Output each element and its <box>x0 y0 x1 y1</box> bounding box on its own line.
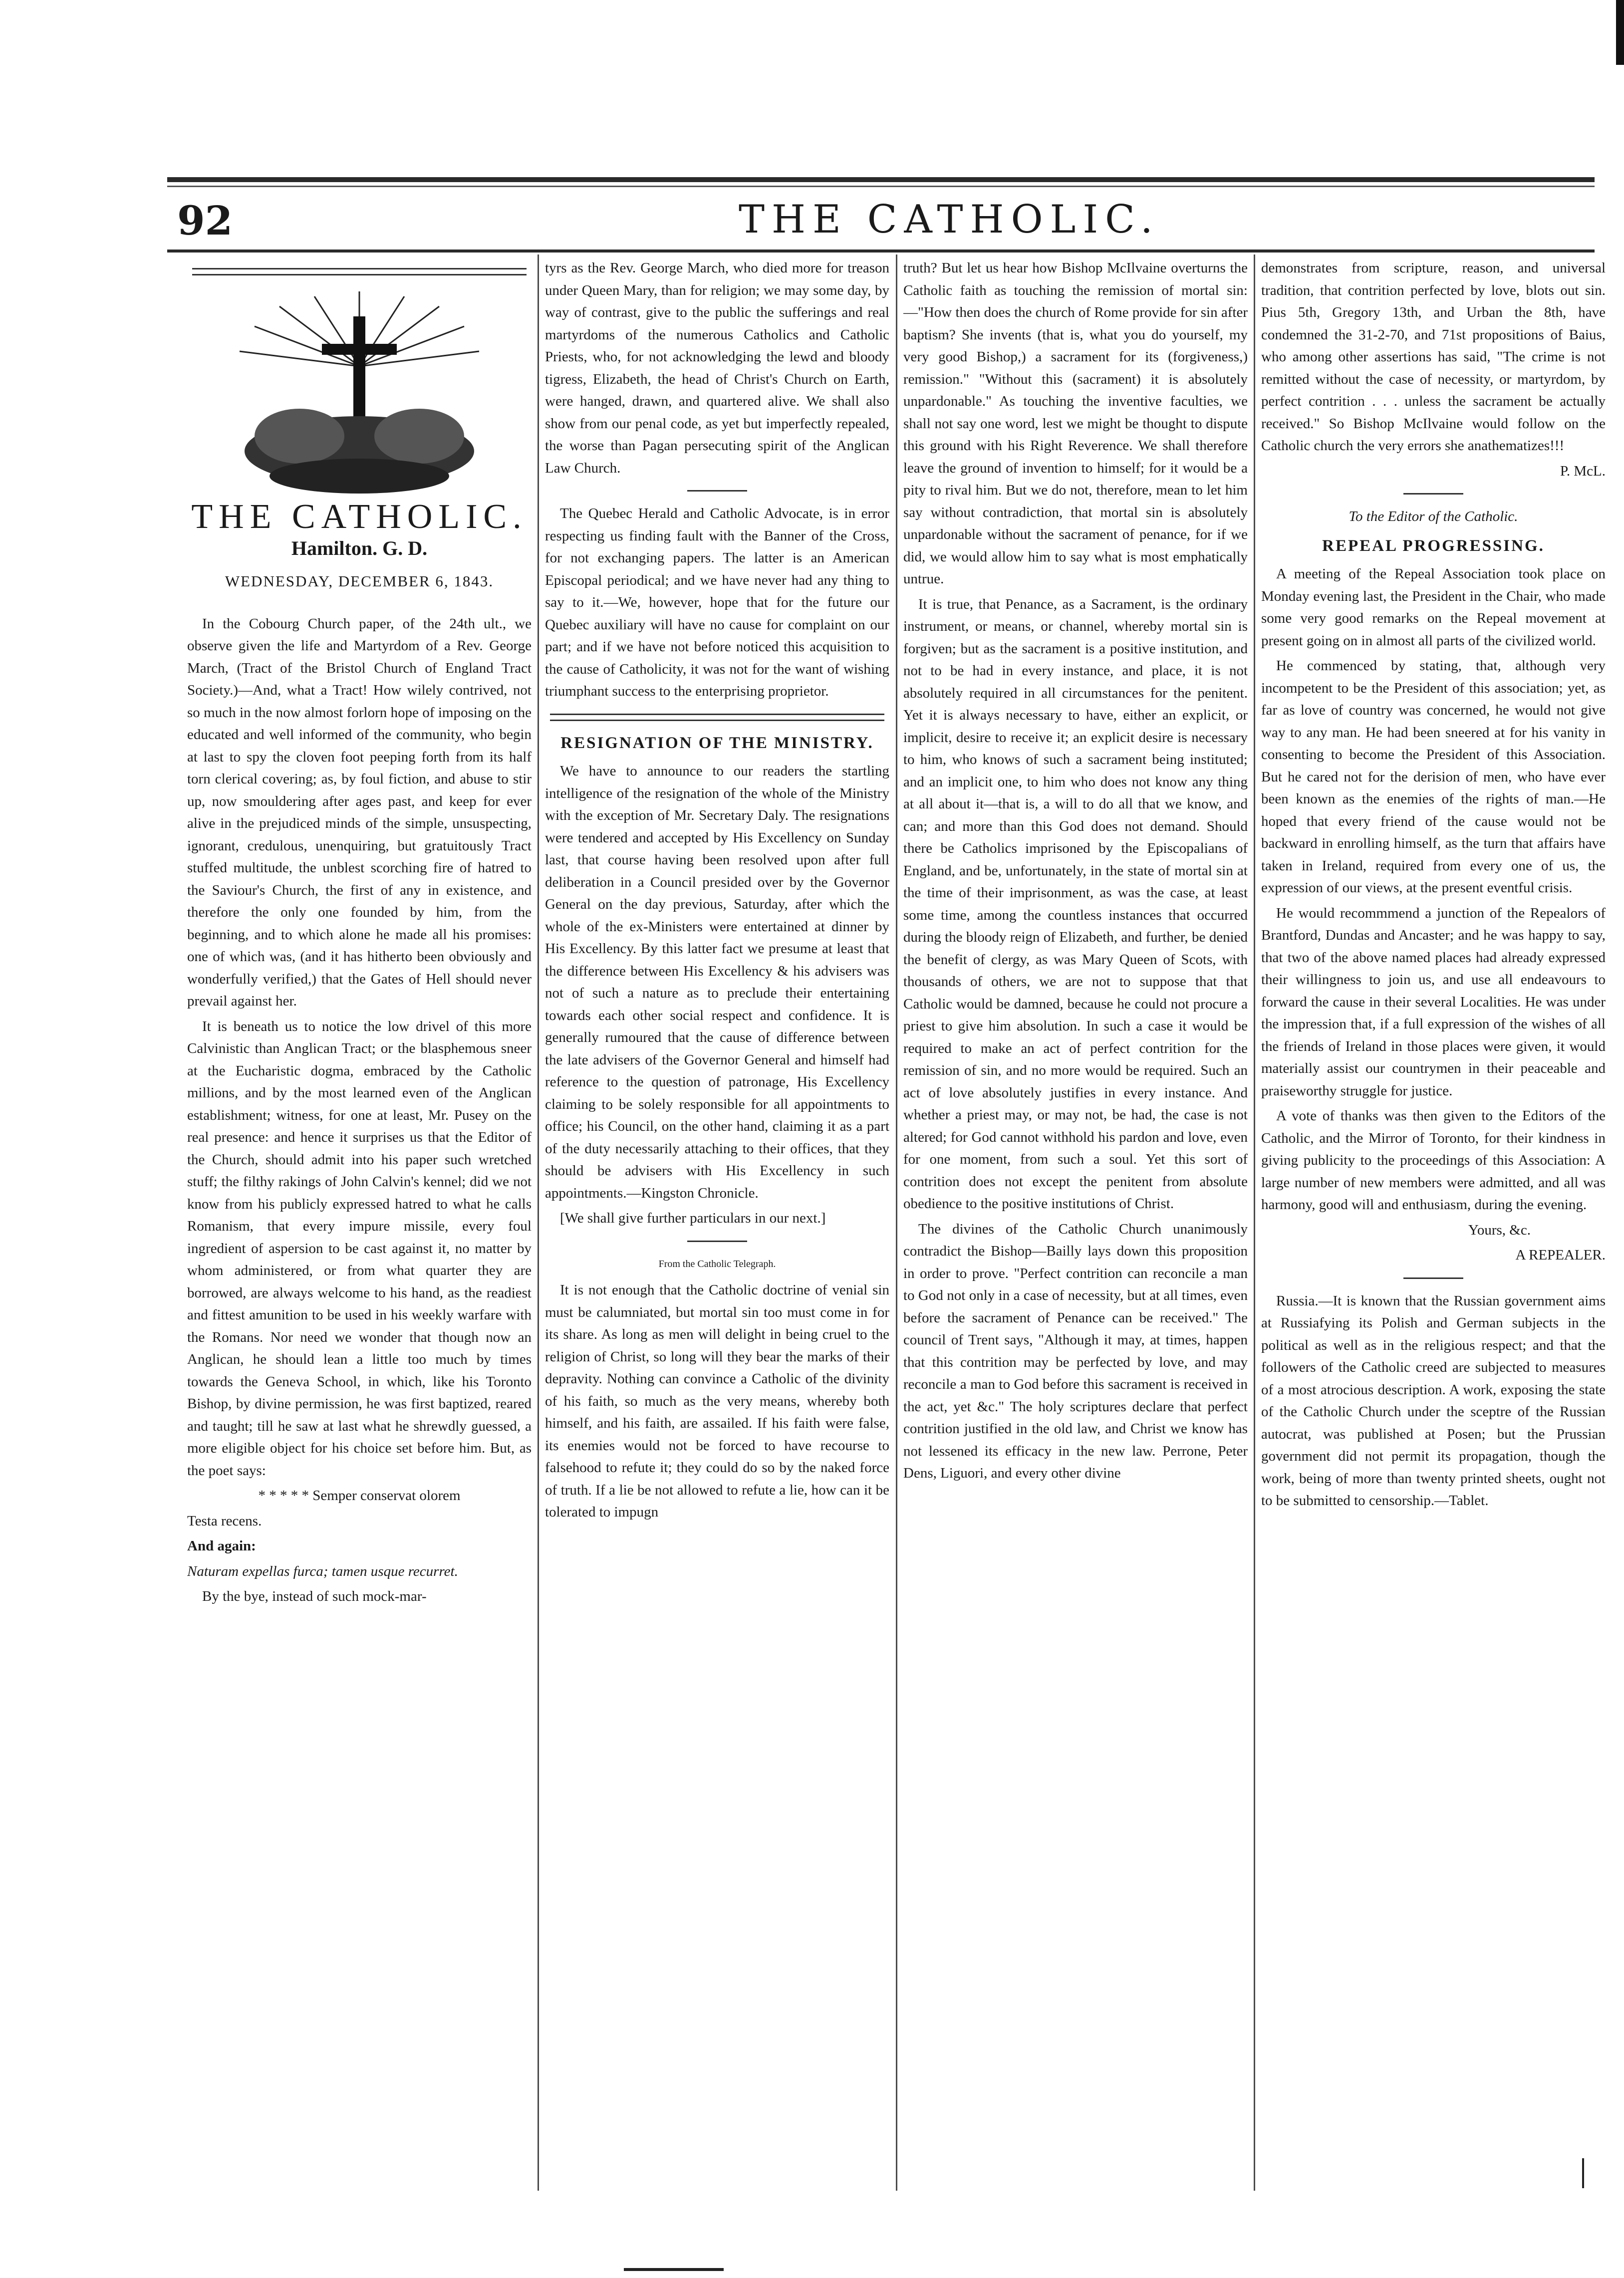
quotation-intro: And again: <box>187 1538 256 1554</box>
article-heading: REPEAL PROGRESSING. <box>1322 536 1545 555</box>
masthead: THE CATHOLIC. <box>739 197 1160 242</box>
letter-closing: Yours, &c. <box>1468 1222 1531 1238</box>
section-rule <box>687 1241 747 1242</box>
header-rule <box>167 250 1595 253</box>
article-paragraph: The divines of the Catholic Church unanimously contradict the Bishop—Bailly lays down this proposition in order to prove. "Perfect contrition can reconcile a man to God not only in a case of necessity, but at all times, even before the sacrament of Penance can be received." The council of Trent says, "Although it may, at times, happen that this contrition may be perfected by love, and may reconcile a man to God before this sacrament is received in the act, yet &c." The holy scriptures declare that perfect contrition justified in the old law, and Christ we know has not lessened its efficacy in the new law. Perrone, Peter Dens, Liguori, and every other divine <box>903 1221 1248 1481</box>
article-paragraph: It is beneath us to notice the low drivel of this more Calvinistic than Anglican Tract; or the blasphemous sneer at the Eucharistic dogma, embraced by the Catholic millions, and by the most learned even of the Anglican establishment; witness, for one at least, Mr. Pusey on the real presence: and hence it surprises us that the Editor of the Church, should admit into his paper such wretched stuff; the filthy rakings of John Calvin's kennel; did we not know from his publicly expressed hatred to what he calls Romanism, that every impure missile, every foul ingredient of aspersion to be cast against it, no matter by whom administered, or from what quarter they are borrowed, are always welcome to his hand, as the readiest and fittest amunition to be used in his weekly warfare with the Romans. Nor need we wonder that though now an Anglican, he should lean a little too much by times towards the Geneva School, in which, like his Toronto Bishop, by divine permission, he was first baptized, reared and taught; till he saw at last what he shrewdly guessed, a more eligible object for his choice set before him. But, as the poet says: <box>187 1018 532 1479</box>
top-rule-thin <box>167 186 1595 187</box>
column-4 <box>1261 257 1606 2188</box>
article-paragraph: He would recommmend a junction of the Repealors of Brantford, Dundas and Ancaster; and he was happy to say, that two of the above named places had already expressed their willingness to join us, and use all endeavours to forward the cause in their several Localities. He was under the impression that, if a full expression of the wishes of all the friends of Ireland in those places were given, it would materially assist our countrymen in their peaceable and praiseworthy struggle for justice. <box>1261 905 1606 1099</box>
column-divider <box>896 254 897 2191</box>
article-paragraph: It is true, that Penance, as a Sacrament, is the ordinary instrument, or means, or channel, whereby mortal sin is forgiven; but as the sacrament is a positive institution, and not to be had in every instance, and place, it is not absolutely required in all circumstances for the penitent. Yet it is always necessary to have, either an explicit, or implicit, desire to receive it; an explicit desire is necessary to him, who knows of such a sacrament being instituted; and an implicit one, to him who does not know any thing at all about it—that is, a will to do all that we know, and can; and more than this God does not demand. Should there be Catholics imprisoned by the Episcopalians of England, and be, unfortunately, in the state of mortal sin at the time of their imprisonment, as was the case, at least some time, among the countless instances that occurred during the bloody reign of Elizabeth, and further, be denied the benefit of clergy, as was Mary Queen of Scots, with thousands of others, we are not to suppose that that Catholic would be damned, because he could not procure a priest to give him absolution. In such a case it would be required to make an act of perfect contrition for the remission of sin, and no more would be required. Such an act of love absolutely justifies in every instance. And whether a priest may, or may not, be had, the case is not altered; for God cannot withhold his pardon and love, even for one moment, from such a soul. Yet this sort of contrition does not except the penitent from absolute obedience to the positive institutions of Christ. <box>903 596 1248 1212</box>
signature: P. McL. <box>1560 463 1606 479</box>
section-rule <box>1403 1277 1463 1279</box>
column-divider <box>538 254 539 2191</box>
paper-title: THE CATHOLIC. <box>191 498 528 536</box>
margin-mark <box>1582 2158 1584 2188</box>
article-paragraph: He commenced by stating, that, although very incompetent to be the President of this association; yet, as far as love of country was concerned, he would not give way to any man. He had been sneered at for his vanity in consenting to become the President of this Association. But he cared not for the derision of men, who have ever been known as the enemies of the rights of man.—He hoped that every friend of the cause would not be backward in enrolling himself, as the turn that affairs have taken in Ireland, required from every one of us, the expression of our views, at the present eventful crisis. <box>1261 658 1606 896</box>
quotation-line: * * * * * Semper conservat olorem <box>258 1488 461 1504</box>
article-paragraph: In the Cobourg Church paper, of the 24th ult., we observe given the life and Martyrdom of a Rev. George March, (Tract of the Bristol Church of England Tract Society.)—And, what a Tract! How wilely contrived, not so much in the now almost forlorn hope of imposing on the educated and well informed of the community, who begin at last to spy the cloven foot peeping forth from its half torn clerical covering; as, by foul fiction, and abuse to stir up, now smouldering after ages past, and keep for ever alive in the prejudiced minds of the simple, unsuspecting, ignorant, credulous, unenquiring, but gratuitously Tract stuffed multitude, the unblest scorching fire of hatred to the Saviour's Church, the first of any in existence, and therefore the only one founded by him, from the beginning, and to which alone he made all his promises: one of which was, (and it has hitherto been obviously and wonderfully verified,) that the Gates of Hell should never prevail against her. <box>187 615 532 1009</box>
paper-place: Hamilton. G. D. <box>291 536 428 559</box>
article-paragraph: The Quebec Herald and Catholic Advocate, is in error respecting us finding fault with the Banner of the Cross, for not exchanging papers. The latter is an American Episcopal periodical; and we have never had any thing to say to it.—We, however, hope that for the future our Quebec auxiliary will have no cause for complaint on our part; and if we have not before noticed this acquisition to the cause of Catholicity, it was not for the want of wishing triumphant success to the enterprising proprietor. <box>545 506 889 699</box>
article-paragraph: By the bye, instead of such mock-mar- <box>202 1588 427 1604</box>
article-paragraph: A meeting of the Repeal Association took place on Monday evening last, the President in the Chair, who made some very good remarks on the Repeal movement at present going on in almost all parts of the civilized world. <box>1261 566 1606 649</box>
scan-edge <box>1616 0 1624 65</box>
article-paragraph: A vote of thanks was then given to the Editors of the Catholic, and the Mirror of Toronto, for their kindness in giving publicity to the proceedings of this Association: A large number of new members were admitted, and all was harmony, good will and enthusiasm, during the evening. <box>1261 1108 1606 1213</box>
article-paragraph: demonstrates from scripture, reason, and universal tradition, that contrition perfected by love, blots out sin. Pius 5th, Gregory 13th, and Urban the 8th, have condemned the 31-2-70, and 71st propositions of Baius, who among other assertions has said, "The crime is not remitted without the case of necessity, or martyrdom, by perfect contrition . . . unless the sacrament be actually received." So Bishop McIlvaine would follow on the Catholic church the very errors she anathematizes!!! <box>1261 260 1606 454</box>
cross-emblem-icon <box>220 286 499 496</box>
article-paragraph: It is not enough that the Catholic doctrine of venial sin must be calumniated, but mortal sin too must come in for its share. As long as men will delight in being cruel to the religion of Christ, so long will they bear the marks of their depravity. Nothing can convince a Catholic of the divinity of his faith, so much as the very means, whereby both himself, and his faith, are assailed. If his faith were false, its enemies would not be forced to have recourse to falsehood to refute it; they could do so by the naked force of truth. If a lie be not allowed to refute a lie, how can it be tolerated to impugn <box>545 1282 889 1520</box>
letter-address: To the Editor of the Catholic. <box>1349 508 1518 524</box>
column-divider <box>1254 254 1255 2191</box>
article-paragraph: tyrs as the Rev. George March, who died more for treason under Queen Mary, than for religion; we may some day, by way of contrast, give to the public the sufferings and real martyrdoms of the numerous Catholics and Catholic Priests, who, for not acknowledging the lewd and bloody tigress, Elizabeth, the head of Christ's Church on Earth, were hanged, drawn, and quartered alive. We shall also show from our penal code, as yet but imperfectly repealed, the worse than Pagan persecuting spirit of the Anglican Law Church. <box>545 260 889 476</box>
page-number: 92 <box>177 197 233 244</box>
article-heading: RESIGNATION OF THE MINISTRY. <box>560 734 874 752</box>
bottom-mark <box>624 2268 724 2271</box>
section-rule <box>687 490 747 492</box>
emblem-top-rule <box>192 268 527 275</box>
column-1 <box>187 257 532 2188</box>
source-heading: From the Catholic Telegraph. <box>658 1258 776 1269</box>
article-paragraph: Russia.—It is known that the Russian government aims at Russiafying its Polish and German subjects in the political as well as in the religious respect; and that the followers of the Catholic creed are subjected to measures of a most atrocious description. A work, exposing the state of the Catholic Church under the sceptre of the Russian autocrat, was published at Posen; but the Prussian government did not permit its propagation, though the work, being of more than twenty printed sheets, ought not to be submitted to censorship.—Tablet. <box>1261 1292 1606 1509</box>
article-paragraph: We have to announce to our readers the startling intelligence of the resignation of the whole of the Ministry with the exception of Mr. Secretary Daly. The resignations were tendered and accepted by His Excellency on Sunday last, that course having been resolved upon after full deliberation in a Council presided over by the Governor General on the day previous, Saturday, after which the whole of the ex-Ministers were entertained at dinner by His Excellency. By this latter fact we presume at least that the difference between His Excellency & his advisers was not of such a nature as to preclude their entertaining towards each other social respect and confidence. It is generally rumoured that the cause of difference between the late advisers of the Governor General and himself had reference to the question of patronage, His Excellency claiming to be solely responsible for all appointments to office; his Council, on the other hand, claiming it as a part of the duty necessarily attaching to their offices, that they should be advisers with His Excellency in such appointments.—Kingston Chronicle. <box>545 763 889 1201</box>
top-rule <box>167 177 1595 182</box>
signature: A REPEALER. <box>1515 1247 1606 1263</box>
section-rule <box>550 714 884 721</box>
column-2 <box>545 257 889 2188</box>
quotation-line: Testa recens. <box>187 1513 262 1529</box>
article-paragraph: [We shall give further particulars in our next.] <box>560 1210 826 1226</box>
article-paragraph: truth? But let us hear how Bishop McIlvaine overturns the Catholic faith as touching the remission of mortal sin:—"How then does the church of Rome provide for sin after baptism? She invents (that is, what you do yourself, my very good Bishop,) a sacrament for its (forgiveness,) remission." "Without this (sacrament) it is absolutely unpardonable." As touching the inventive faculties, we shall not say one word, lest we might be thought to dispute this ground with his Right Reverence. We shall therefore leave the ground of invention to himself; for it would be a pity to rival him. But we do not, therefore, mean to let him say without contradiction, that mortal sin is absolutely unpardonable without the sacrament of penance, for if we did, we would allow him to say what is most emphatically untrue. <box>903 260 1248 587</box>
issue-date: WEDNESDAY, DECEMBER 6, 1843. <box>225 572 494 590</box>
section-rule <box>1403 493 1463 495</box>
column-3 <box>903 257 1248 2188</box>
quotation-line: Naturam expellas furca; tamen usque recurret. <box>187 1563 458 1579</box>
